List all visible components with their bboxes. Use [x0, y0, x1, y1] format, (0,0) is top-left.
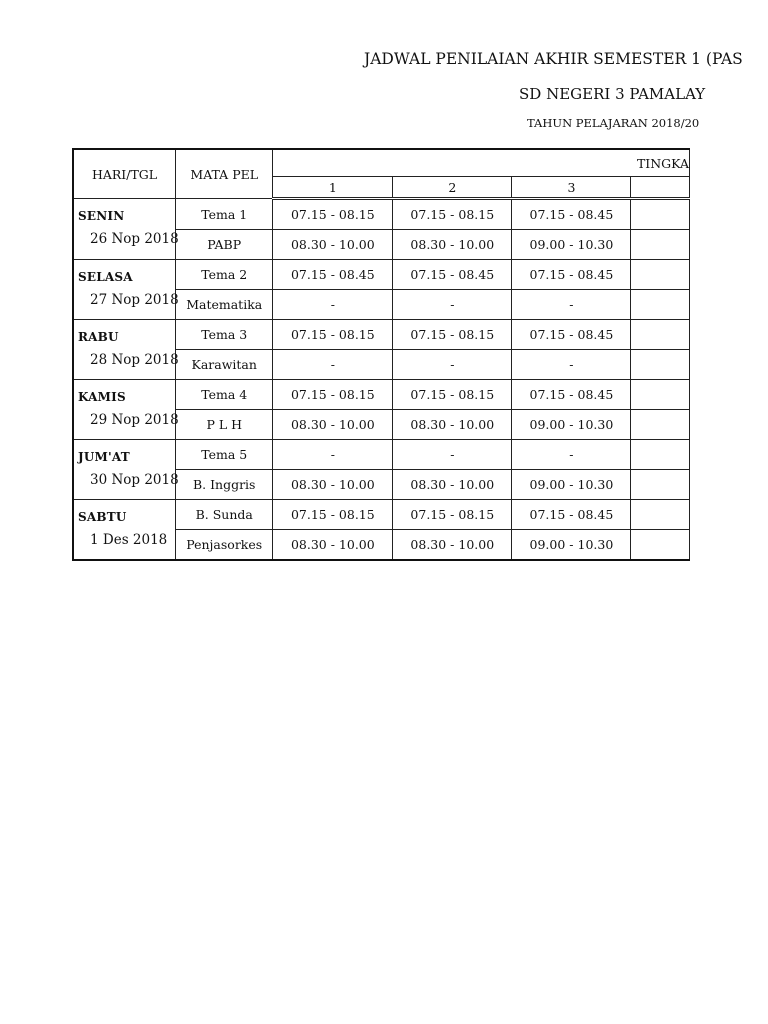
- cut-off-cell: [631, 440, 690, 470]
- time-cell-grade-3: 09.00 - 10.30: [512, 530, 631, 561]
- cut-off-cell: [631, 260, 690, 290]
- subject-cell: Penjasorkes: [176, 530, 273, 561]
- day-name: KAMIS: [78, 390, 126, 404]
- cut-off-cell: [631, 350, 690, 380]
- day-date: 27 Nop 2018: [90, 292, 179, 308]
- day-cell: [73, 500, 176, 561]
- time-cell-grade-1: 07.15 - 08.45: [273, 260, 393, 290]
- header-grade-cut: [631, 177, 690, 199]
- header-level-label: TINGKA: [636, 155, 689, 171]
- day-name: RABU: [78, 330, 119, 344]
- time-cell-grade-3: 07.15 - 08.45: [512, 380, 631, 410]
- time-cell-grade-2: 08.30 - 10.00: [393, 530, 512, 561]
- time-cell-grade-1: 07.15 - 08.15: [273, 320, 393, 350]
- time-cell-grade-2: 07.15 - 08.15: [393, 320, 512, 350]
- time-cell-grade-2: -: [393, 290, 512, 320]
- header-grade-3: 3: [512, 177, 631, 199]
- subject-cell: Tema 3: [176, 320, 273, 350]
- subject-cell: Tema 1: [176, 199, 273, 230]
- time-cell-grade-3: -: [512, 290, 631, 320]
- cut-off-cell: [631, 470, 690, 500]
- subject-cell: Tema 5: [176, 440, 273, 470]
- time-cell-grade-2: -: [393, 350, 512, 380]
- subject-cell: Tema 4: [176, 380, 273, 410]
- day-name: SELASA: [78, 270, 133, 284]
- table-row: [73, 260, 690, 290]
- header-subject: MATA PEL: [176, 149, 273, 199]
- time-cell-grade-1: 07.15 - 08.15: [273, 199, 393, 230]
- time-cell-grade-2: 08.30 - 10.00: [393, 410, 512, 440]
- subject-cell: B. Inggris: [176, 470, 273, 500]
- exam-schedule-table: [72, 148, 690, 561]
- day-date: 29 Nop 2018: [90, 412, 179, 428]
- document-title: JADWAL PENILAIAN AKHIR SEMESTER 1 (PAS: [364, 50, 743, 68]
- cut-off-cell: [631, 530, 690, 561]
- day-date: 28 Nop 2018: [90, 352, 179, 368]
- day-name: JUM'AT: [78, 450, 130, 464]
- time-cell-grade-3: -: [512, 440, 631, 470]
- day-name: SABTU: [78, 510, 127, 524]
- time-cell-grade-1: 07.15 - 08.15: [273, 500, 393, 530]
- time-cell-grade-1: -: [273, 350, 393, 380]
- subject-cell: Matematika: [176, 290, 273, 320]
- cut-off-cell: [631, 500, 690, 530]
- time-cell-grade-1: 07.15 - 08.15: [273, 380, 393, 410]
- day-cell: [73, 440, 179, 500]
- header-day-date: HARI/TGL: [73, 149, 176, 199]
- time-cell-grade-1: 08.30 - 10.00: [273, 470, 393, 500]
- header-level: [273, 149, 690, 177]
- subject-cell: Karawitan: [176, 350, 273, 380]
- cut-off-cell: [631, 380, 690, 410]
- time-cell-grade-3: -: [512, 350, 631, 380]
- time-cell-grade-3: 07.15 - 08.45: [512, 320, 631, 350]
- time-cell-grade-3: 07.15 - 08.45: [512, 500, 631, 530]
- day-date: 30 Nop 2018: [90, 472, 179, 488]
- time-cell-grade-1: 08.30 - 10.00: [273, 230, 393, 260]
- table-row: [73, 500, 690, 530]
- day-date: 26 Nop 2018: [90, 231, 179, 247]
- time-cell-grade-1: 08.30 - 10.00: [273, 530, 393, 561]
- day-cell: [73, 199, 179, 260]
- time-cell-grade-3: 07.15 - 08.45: [512, 199, 631, 230]
- cut-off-cell: [631, 410, 690, 440]
- time-cell-grade-2: 07.15 - 08.45: [393, 260, 512, 290]
- time-cell-grade-2: 07.15 - 08.15: [393, 380, 512, 410]
- day-cell: [73, 380, 179, 440]
- table-row: [73, 320, 690, 350]
- table-row: [73, 440, 690, 470]
- time-cell-grade-2: 08.30 - 10.00: [393, 230, 512, 260]
- time-cell-grade-2: 08.30 - 10.00: [393, 470, 512, 500]
- subject-cell: PABP: [176, 230, 273, 260]
- time-cell-grade-3: 07.15 - 08.45: [512, 260, 631, 290]
- subject-cell: Tema 2: [176, 260, 273, 290]
- time-cell-grade-2: 07.15 - 08.15: [393, 500, 512, 530]
- day-date: 1 Des 2018: [90, 532, 168, 548]
- header-grade-1: 1: [273, 177, 393, 199]
- time-cell-grade-3: 09.00 - 10.30: [512, 230, 631, 260]
- table-row: [73, 380, 690, 410]
- day-cell: [73, 320, 179, 380]
- time-cell-grade-1: 08.30 - 10.00: [273, 410, 393, 440]
- cut-off-cell: [631, 290, 690, 320]
- time-cell-grade-1: -: [273, 290, 393, 320]
- header-grade-2: 2: [393, 177, 512, 199]
- academic-year: TAHUN PELAJARAN 2018/20: [527, 116, 700, 130]
- table-row: [73, 199, 690, 230]
- cut-off-cell: [631, 320, 690, 350]
- school-name: SD NEGERI 3 PAMALAY: [519, 85, 706, 103]
- time-cell-grade-2: 07.15 - 08.15: [393, 199, 512, 230]
- subject-cell: P L H: [176, 410, 273, 440]
- time-cell-grade-2: -: [393, 440, 512, 470]
- time-cell-grade-3: 09.00 - 10.30: [512, 470, 631, 500]
- day-cell: [73, 260, 179, 320]
- time-cell-grade-3: 09.00 - 10.30: [512, 410, 631, 440]
- subject-cell: B. Sunda: [176, 500, 273, 530]
- day-name: SENIN: [78, 209, 125, 223]
- cut-off-cell: [631, 230, 690, 260]
- time-cell-grade-1: -: [273, 440, 393, 470]
- cut-off-cell: [631, 199, 690, 230]
